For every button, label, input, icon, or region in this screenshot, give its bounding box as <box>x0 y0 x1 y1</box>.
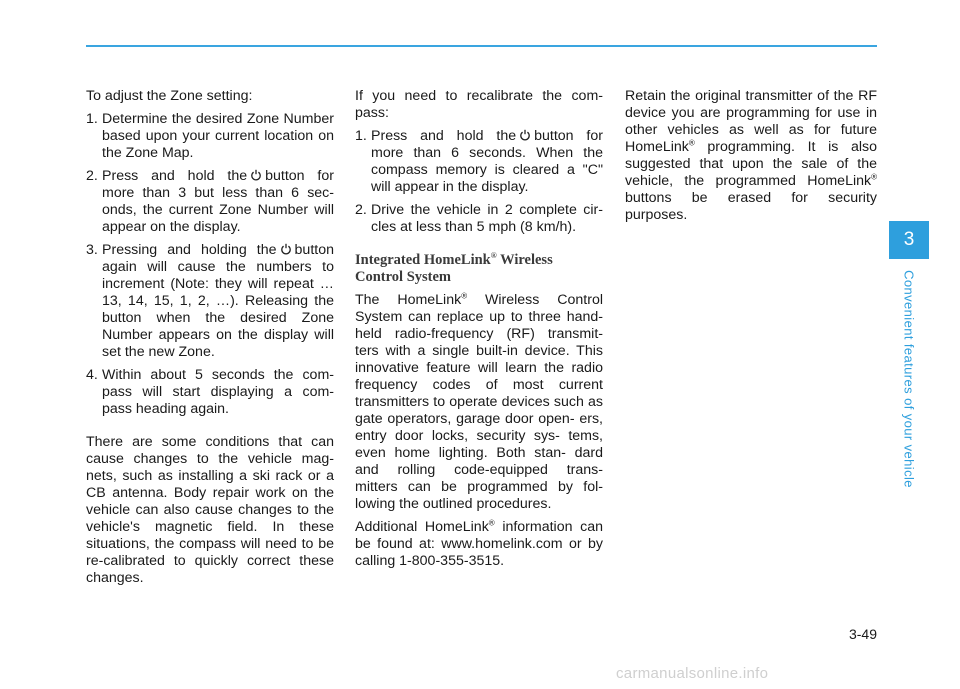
top-divider <box>86 45 877 47</box>
zone-step-1: 1. Determine the desired Zone Number based upon your current location on the Zone Map. <box>86 111 334 161</box>
chapter-tab <box>889 221 929 259</box>
power-icon <box>280 243 292 255</box>
homelink-section-heading: Integrated HomeLink® Wireless Control System <box>355 251 553 285</box>
column-1 <box>86 88 334 593</box>
watermark: carmanualsonline.info <box>616 665 769 682</box>
homelink-info: Additional HomeLink® information can be found at: www.homelink.com or by calling 1-800-355-3515. <box>355 518 603 569</box>
power-icon <box>250 169 262 181</box>
chapter-number: 3 <box>903 229 915 250</box>
zone-step-4: 4. Within about 5 seconds the com- pass will start displaying a com- pass heading again. <box>86 367 334 417</box>
page-number: 3-49 <box>848 626 877 642</box>
column-2 <box>355 88 603 576</box>
chapter-title-container <box>896 264 922 494</box>
zone-intro: To adjust the Zone setting: <box>86 88 253 104</box>
retain-transmitter-paragraph: Retain the original transmitter of the RF device you are programming for use in other vehicles as well as for future HomeLink® programming. It is also suggested that upon the sale of the vehicle, the programmed HomeLink® buttons be erased for security purposes. <box>625 88 877 223</box>
chapter-title: Convenient features of your vehicle <box>901 270 917 488</box>
column-3 <box>625 88 877 230</box>
zone-step-2: 2. Press and hold the button for more than 3 but less than 6 sec- onds, the current Zone Number will appear on the display. <box>86 168 334 235</box>
homelink-description: The HomeLink® Wireless Control System can replace up to three hand- held radio-frequency (RF) transmit- ters with a single built-in device. This innovative feature will learn the radio frequency codes of most current transmitters to operate devices such as gate operators, garage door open- ers, entry door locks, security sys- tems, even home lighting. Both stan- dard and rolling code-equipped trans- mitters can be programmed by fol- lowing the outlined procedures. <box>355 291 603 512</box>
zone-step-3: 3. Pressing and holding the button again will cause the numbers to increment (Note: they will repeat …13, 14, 15, 1, 2, …). Releasing the button when the desired Zone Number appears on the display will set the new Zone. <box>86 242 334 360</box>
power-icon <box>519 129 531 141</box>
magnetic-conditions-paragraph: There are some conditions that can cause changes to the vehicle mag- nets, such as installing a ski rack or a CB antenna. Body repair work on the vehicle can also cause changes to the vehicle's magnetic field. In these situations, the compass will need to be re-calibrated to quickly correct these changes. <box>86 434 334 586</box>
recalibrate-step-1: 1. Press and hold the button for more than 6 seconds. When the compass memory is cleared a "C" will appear in the display. <box>355 128 603 195</box>
recalibrate-intro: If you need to recalibrate the com- pass: <box>355 88 603 121</box>
recalibrate-step-2: 2. Drive the vehicle in 2 complete cir- cles at less than 5 mph (8 km/h). <box>355 202 603 235</box>
